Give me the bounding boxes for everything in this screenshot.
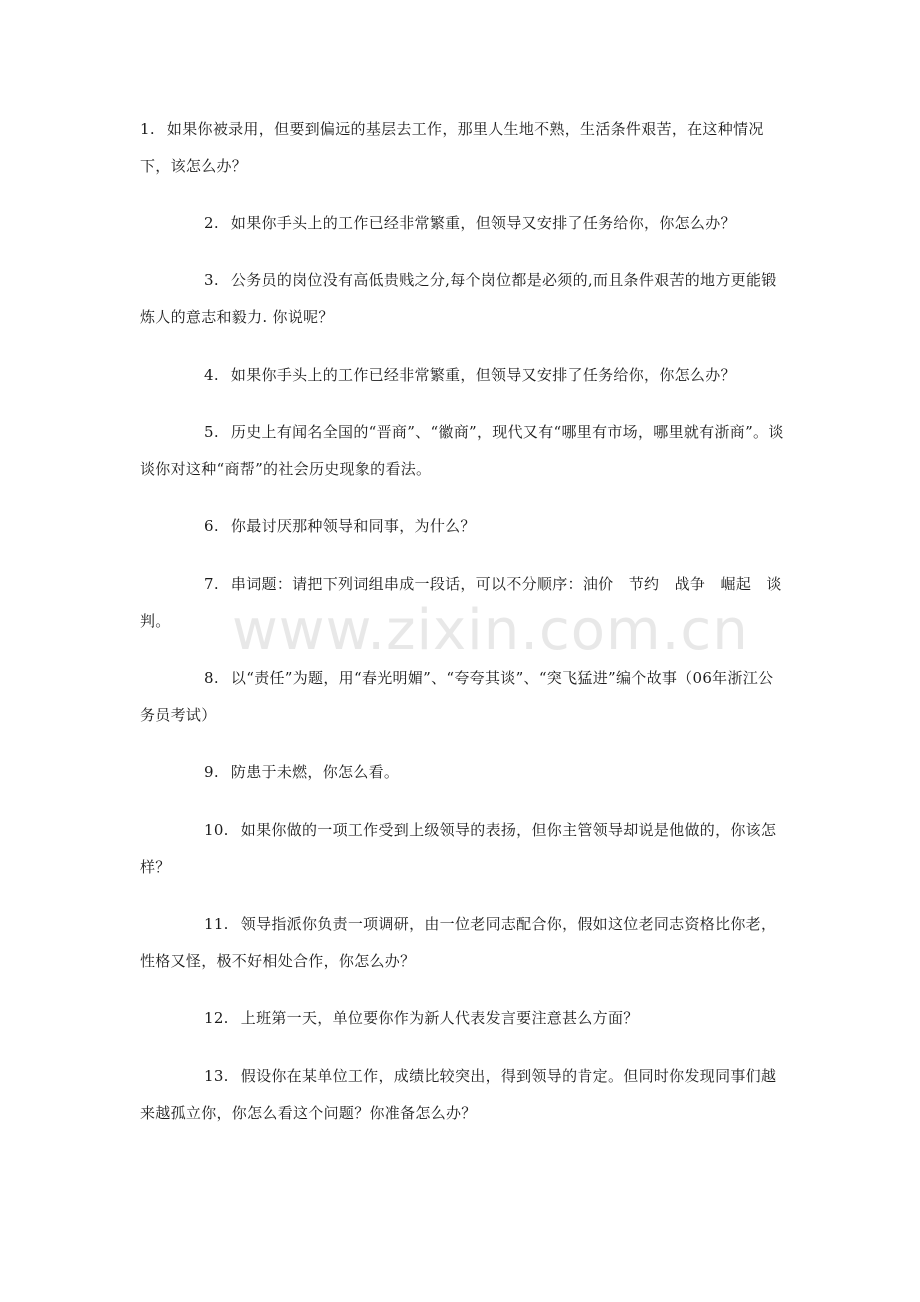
question-9 — [140, 754, 785, 791]
question-6 — [140, 508, 785, 545]
question-text: 历史上有闻名全国的“晋商”、“徽商”，现代又有“哪里有市场，哪里就有浙商”。谈谈你对这种“商帮”的社会历史现象的看法。 — [140, 423, 784, 478]
question-12 — [140, 1000, 785, 1037]
question-text: 以“责任”为题，用“春光明媚”、“夸夸其谈”、“突飞猛进”编个故事（06年浙江公务员考试） — [140, 669, 774, 724]
question-5 — [140, 414, 785, 488]
question-10 — [140, 812, 785, 886]
question-number: 8. — [204, 669, 219, 687]
question-number: 12. — [204, 1009, 229, 1027]
question-number: 7. — [204, 575, 219, 593]
question-number: 13. — [204, 1067, 229, 1085]
question-number: 6. — [204, 517, 219, 535]
question-number: 9. — [204, 763, 219, 781]
question-11 — [140, 906, 785, 980]
question-number: 10. — [204, 821, 229, 839]
question-number: 2. — [204, 214, 219, 232]
question-text: 上班第一天，单位要你作为新人代表发言要注意甚么方面？ — [240, 1009, 639, 1027]
question-text: 公务员的岗位没有高低贵贱之分,每个岗位都是必须的,而且条件艰苦的地方更能锻炼人的意志和毅力. 你说呢？ — [140, 271, 777, 326]
question-8 — [140, 660, 785, 734]
question-text: 如果你手头上的工作已经非常繁重，但领导又安排了任务给你，你怎么办？ — [230, 366, 736, 384]
question-4 — [140, 357, 785, 394]
question-text: 如果你做的一项工作受到上级领导的表扬，但你主管领导却说是他做的，你该怎样？ — [140, 821, 777, 876]
question-number: 11. — [204, 915, 229, 933]
question-number: 4. — [204, 366, 219, 384]
question-text: 你最讨厌那种领导和同事，为什么？ — [230, 517, 476, 535]
question-number: 3. — [204, 271, 219, 289]
question-2 — [140, 205, 785, 242]
question-number: 1. — [140, 120, 155, 138]
question-text: 假设你在某单位工作，成绩比较突出，得到领导的肯定。但同时你发现同事们越来越孤立你，你怎么看这个问题？你准备怎么办？ — [140, 1067, 777, 1122]
question-text: 如果你手头上的工作已经非常繁重，但领导又安排了任务给你，你怎么办？ — [230, 214, 736, 232]
question-13 — [140, 1058, 785, 1132]
question-1 — [140, 111, 785, 185]
question-3 — [140, 262, 785, 336]
watermark: www.zixin.com.cn — [232, 598, 749, 663]
question-text: 防患于未燃，你怎么看。 — [230, 763, 400, 781]
question-7 — [140, 566, 785, 640]
question-text: 如果你被录用，但要到偏远的基层去工作，那里人生地不熟，生活条件艰苦，在这种情况下，该怎么办？ — [140, 120, 764, 175]
question-number: 5. — [204, 423, 219, 441]
question-text: 串词题：请把下列词组串成一段话，可以不分顺序：油价 节约 战争 崛起 谈判。 — [140, 575, 782, 630]
question-text: 领导指派你负责一项调研，由一位老同志配合你，假如这位老同志资格比你老，性格又怪，极不好相处合作，你怎么办？ — [140, 915, 777, 970]
